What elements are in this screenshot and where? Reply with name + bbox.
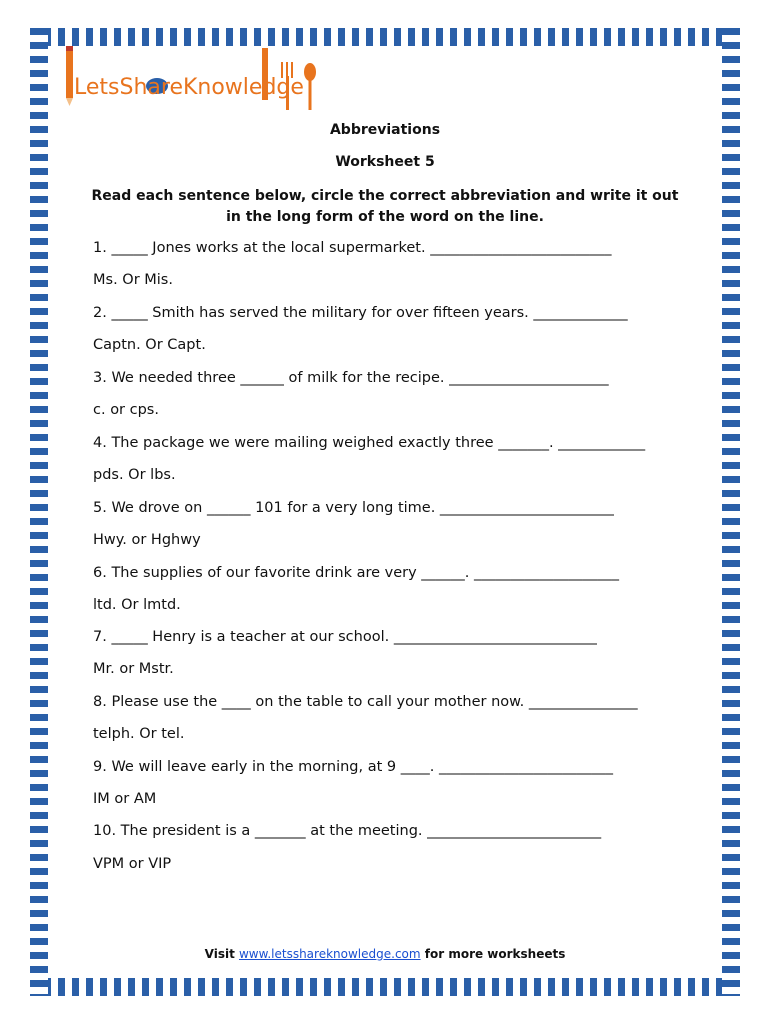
- footer: [0, 947, 770, 961]
- question-4: 4. The package we were mailing weighed exactly three _______. ____________: [93, 435, 646, 451]
- options-10: VPM or VIP: [93, 856, 172, 872]
- options-1: Ms. Or Mis.: [93, 272, 173, 288]
- site-logo: [62, 42, 362, 114]
- options-4: pds. Or lbs.: [93, 467, 176, 483]
- options-9: IM or AM: [93, 791, 157, 807]
- website-link[interactable]: www.letsshareknowledge.com: [238, 947, 421, 961]
- logo-graphic: [62, 42, 362, 114]
- options-7: Mr. or Mstr.: [93, 661, 174, 677]
- border-left: [30, 28, 48, 996]
- footer-prefix: Visit: [204, 947, 239, 961]
- options-6: ltd. Or lmtd.: [93, 597, 181, 613]
- question-6: 6. The supplies of our favorite drink are very ______. ____________________: [93, 565, 620, 581]
- options-3: c. or cps.: [93, 402, 159, 418]
- options-5: Hwy. or Hghwy: [93, 532, 201, 548]
- question-1: 1. _____ Jones works at the local supermarket. _________________________: [93, 240, 612, 256]
- question-9: 9. We will leave early in the morning, at 9 ____. ________________________: [93, 759, 613, 775]
- question-8: 8. Please use the ____ on the table to call your mother now. _______________: [93, 694, 638, 710]
- question-10: 10. The president is a _______ at the meeting. ________________________: [93, 823, 602, 839]
- footer-suffix: for more worksheets: [420, 947, 566, 961]
- worksheet-subtitle: Worksheet 5: [335, 154, 435, 170]
- border-bottom: [30, 978, 740, 996]
- question-7: 7. _____ Henry is a teacher at our school. ____________________________: [93, 629, 597, 645]
- options-8: telph. Or tel.: [93, 726, 185, 742]
- question-2: 2. _____ Smith has served the military for over fifteen years. _____________: [93, 305, 628, 321]
- border-right: [722, 28, 740, 996]
- logo-text: LetsShareKnowledge: [74, 75, 304, 100]
- instructions: Read each sentence below, circle the correct abbreviation and write it out in the long form of the word on the line.: [91, 188, 679, 225]
- worksheet-title: Abbreviations: [329, 122, 441, 138]
- question-3: 3. We needed three ______ of milk for the recipe. ______________________: [93, 370, 609, 386]
- options-2: Captn. Or Capt.: [93, 337, 206, 353]
- question-5: 5. We drove on ______ 101 for a very long time. ________________________: [93, 500, 614, 516]
